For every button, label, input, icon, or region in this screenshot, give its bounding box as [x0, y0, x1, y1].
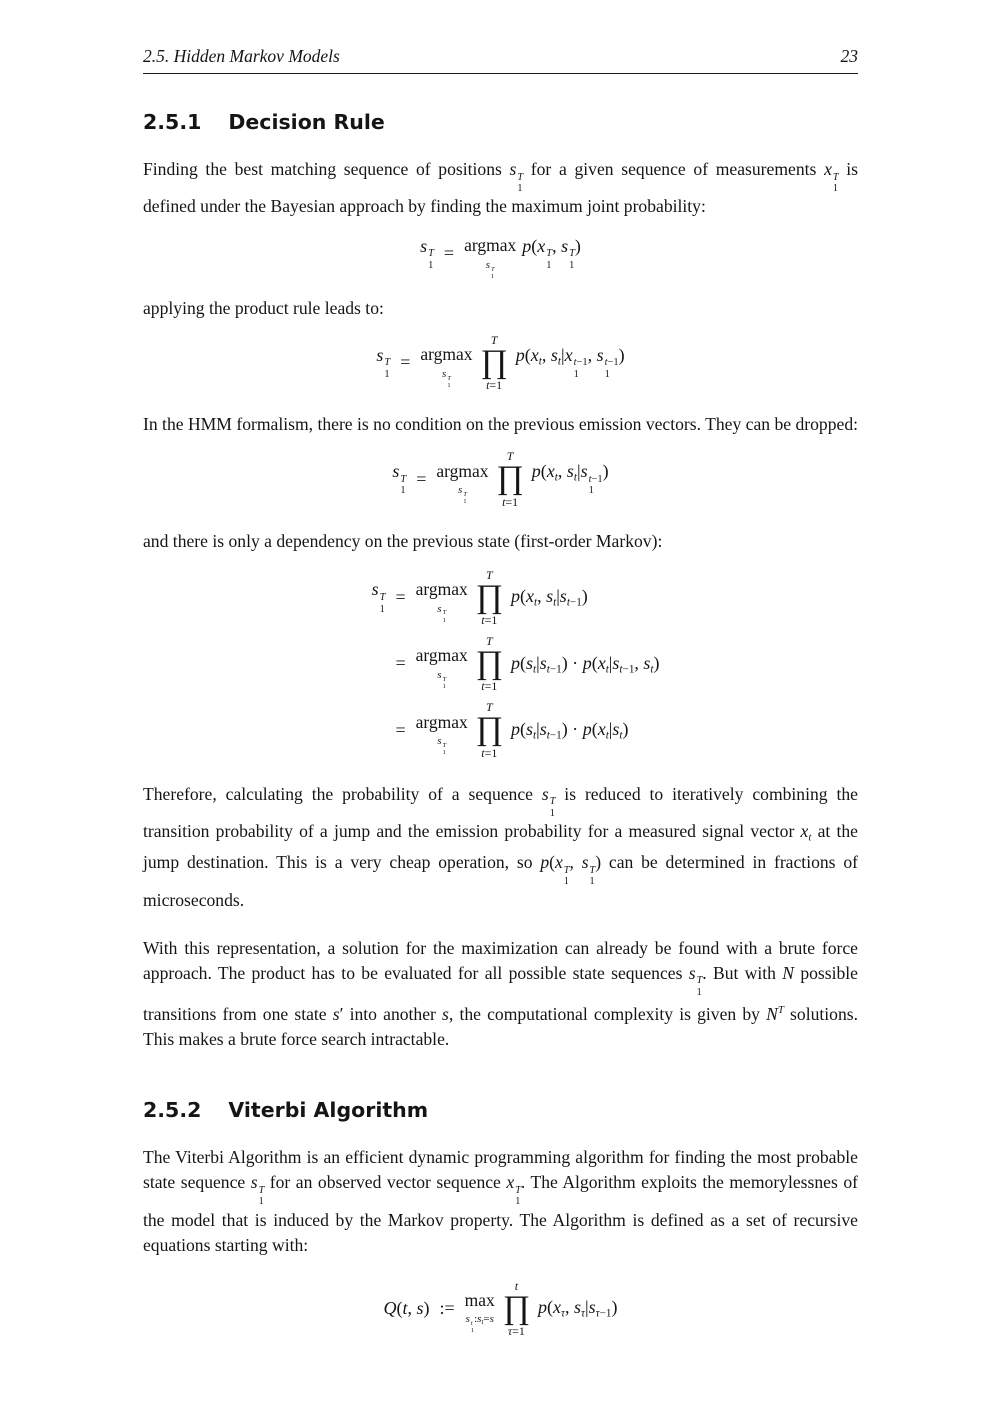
section-number: 2.5.1 [143, 110, 202, 134]
product-upper-limit: T [490, 333, 498, 348]
operator-underscript: s t 1 $:s_t=s$ [465, 1313, 494, 1335]
paragraph-viterbi-intro: The Viterbi Algorithm is an efficient dynamic programming algorithm for finding the most probable state sequence s T 1 for an observed vector sequence x T 1 . The Algorithm exploits the memorylessnes of the model that is induced by the Markov property. The Algorithm is defined as a set of recursive equations starting with: [143, 1147, 858, 1255]
paragraph-product-rule: applying the product rule leads to: [143, 298, 384, 319]
eq3-lhs: s T 1 [392, 461, 407, 497]
equation-derivation-line-3 [341, 701, 659, 758]
product-lower-limit: τ=1 [507, 1323, 525, 1338]
paragraph-intro: Finding the best matching sequence of positions s T 1 for a given sequence of measurements x T 1 is defined under the Bayesian approach by finding the maximum joint probability: [143, 159, 858, 217]
product-lower-limit: t=1 [481, 679, 498, 694]
product-symbol-icon: ∏ [475, 578, 503, 615]
argmax-operator [415, 711, 468, 757]
argmax-operator [416, 581, 468, 624]
max-operator [464, 1289, 495, 1335]
eq1-lhs: s T 1 [420, 235, 434, 272]
product-symbol-icon: ∏ [475, 645, 503, 682]
page-number: 23 [840, 46, 858, 66]
equation-derivation-line-2 [341, 635, 659, 692]
operator-name: argmax [415, 579, 468, 600]
eq2-lhs: s T 1 [376, 344, 391, 381]
product-lower-limit: t=1 [502, 494, 519, 509]
operator-underscript: s T 1 [437, 735, 447, 757]
product-lower-limit: t=1 [481, 613, 498, 628]
eq3-relation: = [416, 468, 427, 489]
product-symbol-icon: ∏ [475, 711, 503, 748]
argmax-operator [420, 346, 472, 389]
product-symbol-icon: ∏ [502, 1289, 530, 1326]
product-upper-limit: T [486, 634, 493, 649]
argmax-operator [416, 647, 468, 690]
eq2-relation: = [400, 352, 411, 373]
section-number: 2.5.2 [143, 1098, 202, 1123]
paragraph-hmm-formalism: In the HMM formalism, there is no condition on the previous emission vectors. They can be dropped: [143, 414, 859, 435]
product-operator [476, 635, 503, 692]
eq4b-relation: = [395, 653, 406, 674]
product-lower-limit: t=1 [486, 378, 503, 393]
equation-viterbi-q [143, 1280, 858, 1337]
equation-product-rule [143, 334, 858, 391]
operator-name: max [464, 1289, 495, 1310]
argmax-operator [464, 237, 516, 280]
operator-name: argmax [415, 711, 468, 732]
eq2-body: $p(x_t$, $s_t|x$ t−1 1 , s t−1 1 ) [515, 344, 625, 381]
operator-name: argmax [420, 344, 473, 365]
eq4a-lhs: s T 1 [371, 579, 386, 615]
eq3-body: $p(x_t$, $s_t|s$ t−1 1 ) [531, 461, 609, 497]
paragraph-brute-force: With this representation, a solution for the maximization can already be found with a brute force approach. The product has to be evaluated for all possible state sequences s T 1 . But with N possible transitions from one state s′ into another s, the computational complexity is given by $N^T$ solutions. This makes a brute force search intractable. [143, 937, 859, 1050]
operator-underscript: s T 1 [437, 602, 447, 624]
header-section-title: 2.5. Hidden Markov Models [143, 46, 340, 66]
product-upper-limit: T [506, 449, 514, 464]
section-heading-viterbi [143, 1098, 858, 1122]
product-upper-limit: t [514, 1278, 519, 1293]
operator-underscript: s T 1 [437, 668, 447, 690]
operator-name: argmax [436, 460, 489, 481]
paragraph-therefore: Therefore, calculating the probability of a sequence s T 1 is reduced to iteratively combining the transition probability of a jump and the emission probability for a measured signal vector $x_t$ at the jump destination. This is a very cheap operation, so p(x T 1 , s T 1 ) can be determined in fractions of microseconds. [143, 783, 858, 910]
product-upper-limit: T [486, 700, 493, 715]
product-symbol-icon: ∏ [496, 460, 524, 497]
eq5-lhs: Q(t, s) [383, 1297, 430, 1318]
eq1-relation: = [443, 243, 455, 264]
equation-joint-probability [143, 232, 858, 280]
section-heading-decision-rule [143, 110, 858, 134]
operator-underscript: s T 1 [442, 367, 451, 389]
equation-derivation-line-1 [341, 569, 659, 626]
eq1-body: p(x T 1 , s T 1 ) [522, 235, 581, 272]
operator-underscript: s T 1 [485, 258, 495, 280]
equation-dropped-emissions [143, 450, 858, 507]
product-lower-limit: t=1 [481, 745, 498, 760]
eq4a-relation: = [395, 586, 406, 607]
product-upper-limit: T [486, 567, 493, 582]
product-operator [481, 334, 508, 391]
section-title: Decision Rule [228, 110, 385, 134]
product-operator [503, 1280, 530, 1337]
operator-name: argmax [415, 645, 468, 666]
section-title: Viterbi Algorithm [228, 1098, 429, 1123]
product-symbol-icon: ∏ [480, 344, 508, 381]
eq4c-body: $p(s_t|s_{t-1}) \cdot p(x_t|s_t)$ [510, 718, 629, 742]
eq5-body: $p(x_\tau$, $s_\tau|s_{\tau-1}$) [537, 1297, 618, 1320]
product-operator [497, 450, 524, 507]
equation-group-derivation [341, 569, 659, 759]
argmax-operator [436, 460, 489, 506]
product-operator [476, 701, 503, 758]
product-operator [476, 569, 503, 626]
operator-underscript: s T 1 [458, 484, 467, 506]
page-content [143, 0, 858, 1342]
running-header [143, 46, 858, 74]
eq4c-relation: = [395, 719, 406, 740]
operator-name: argmax [464, 235, 517, 256]
eq4b-body: $p(s_t|s_{t-1}) \cdot p(x_t|s_{t-1}$, $s_t$) [510, 652, 660, 675]
paragraph-first-order-markov: and there is only a dependency on the previous state (first-order Markov): [143, 530, 663, 551]
eq5-relation: := [439, 1297, 455, 1318]
eq4a-body: $p(x_t$, $s_t|s_{t-1}$) [510, 586, 588, 609]
